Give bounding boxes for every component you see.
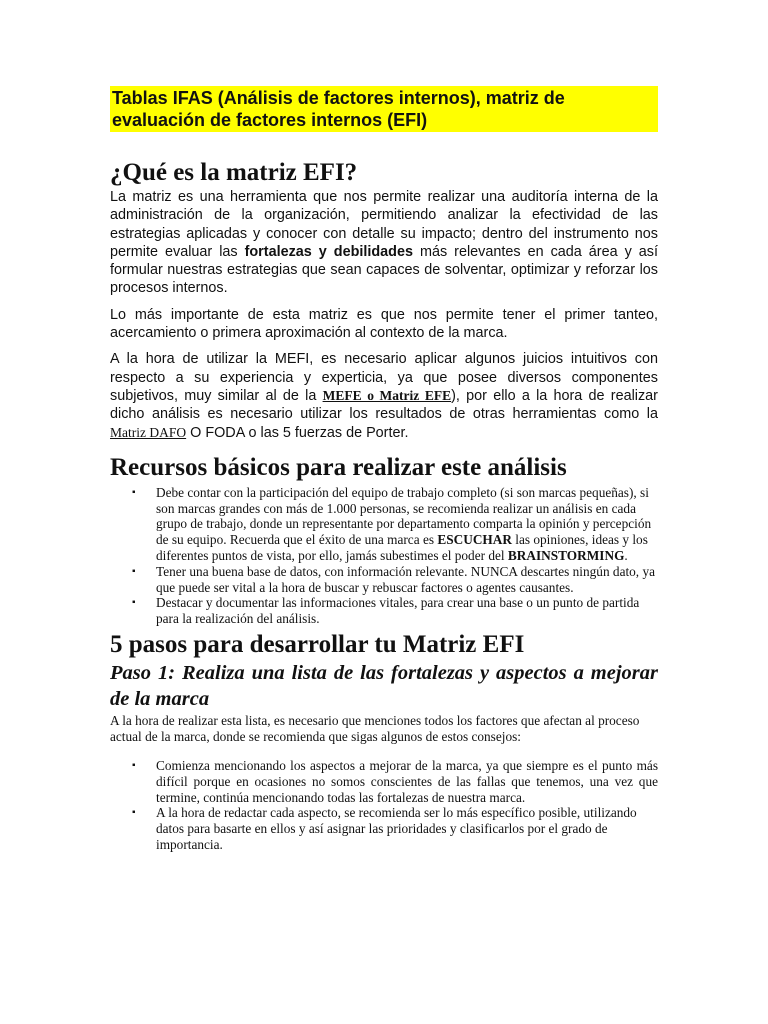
bullet-icon: ▪ bbox=[132, 486, 136, 498]
link-mefe[interactable]: MEFE o Matriz EFE bbox=[322, 387, 452, 403]
resources-list bbox=[110, 485, 658, 627]
paragraph-usage bbox=[110, 350, 658, 441]
heading-recursos: Recursos básicos para realizar este análisis bbox=[110, 453, 567, 481]
list-item-text: . bbox=[624, 548, 628, 564]
list-item-text: Tener una buena base de datos, con información relevante. NUNCA descartes ningún dato, ya que puede ser vital a la hora de buscar y rebuscar factores o agentes causantes. bbox=[156, 563, 656, 595]
list-item-text: A la hora de redactar cada aspecto, se recomienda ser lo más específico posible, utilizando datos para basarte en ellos y así asignar las prioridades y clasificarlos por el grado de importancia. bbox=[156, 805, 637, 853]
paragraph-usage-text: A la hora de utilizar la MEFI, es necesario aplicar algunos juicios intuitivos con respecto a su experiencia y experticia, ya que posee diversos componentes subjetivos, muy similar al de la bbox=[110, 351, 658, 404]
bold-fortalezas-debilidades: fortalezas y debilidades bbox=[244, 243, 413, 260]
bullet-icon: ▪ bbox=[132, 597, 136, 609]
document-title: Tablas IFAS (Análisis de factores internos), matriz de evaluación de factores internos (EFI) bbox=[110, 86, 658, 132]
paragraph-paso-1-intro: A la hora de realizar esta lista, es necesario que menciones todos los factores que afectan al proceso actual de la marca, donde se recomienda que sigas algunos de estos consejos: bbox=[110, 713, 640, 745]
list-item bbox=[110, 805, 658, 852]
bullet-icon: ▪ bbox=[132, 760, 136, 772]
link-matriz-dafo[interactable]: Matriz DAFO bbox=[110, 424, 187, 440]
paragraph-definition-text-end: más relevantes en cada área y así formular nuestras estrategias que sean capaces de solventar, optimizar y reforzar los procesos internos. bbox=[110, 243, 658, 297]
list-item-text: las opiniones, ideas y los diferentes puntos de vista, por ello, jamás subestimes el poder del bbox=[156, 532, 648, 564]
list-item-text: Debe contar con la participación del equipo de trabajo completo (si son marcas pequeñas), si son marcas grandes con más de 1.000 personas, se recomienda realizar un análisis en cada grupo de trabajo, donde un representante por departamento comparta la opinión y percepción de su equipo. Recuerda que el éxito de una marca es bbox=[156, 484, 652, 548]
document-page bbox=[110, 86, 658, 853]
bullet-icon: ▪ bbox=[132, 565, 136, 577]
paragraph-usage-text-end: O FODA o las 5 fuerzas de Porter. bbox=[186, 424, 409, 441]
list-item-text: Destacar y documentar las informaciones vitales, para crear una base o un punto de partida para la realización del análisis. bbox=[156, 595, 640, 627]
heading-que-es-efi: ¿Qué es la matriz EFI? bbox=[110, 159, 358, 186]
paso-1-list bbox=[110, 758, 658, 853]
paragraph-definition-text: La matriz es una herramienta que nos permite realizar una auditoría interna de la administración de la organización, permitiendo analizar la efectividad de las estrategias aplicadas y conocer con detalle su impacto; dentro del instrumento nos permite evaluar las bbox=[110, 189, 658, 260]
list-item-text: Comienza mencionando los aspectos a mejorar de la marca, ya que siempre es el punto más difícil porque en ocasiones no somos conscientes de las fallas que tenemos, una vez que termine, continúa mencionando todas las fortalezas de nuestra marca. bbox=[156, 758, 658, 805]
list-item bbox=[110, 595, 658, 627]
heading-paso-1: Paso 1: Realiza una lista de las fortalezas y aspectos a mejorar de la marca bbox=[110, 662, 658, 711]
paragraph-importance: Lo más importante de esta matriz es que nos permite tener el primer tanteo, acercamiento o primera aproximación al contexto de la marca. bbox=[110, 306, 658, 342]
heading-5-pasos: 5 pasos para desarrollar tu Matriz EFI bbox=[110, 631, 525, 659]
paragraph-usage-text-middle: ), por ello a la hora de realizar dicho análisis es necesario utilizar los resultados de otras herramientas como la bbox=[110, 387, 658, 423]
paragraph-definition bbox=[110, 188, 658, 298]
bullet-icon: ▪ bbox=[132, 807, 136, 819]
list-item bbox=[110, 564, 658, 596]
bold-escuchar: ESCUCHAR bbox=[437, 532, 512, 548]
bold-brainstorming: BRAINSTORMING bbox=[507, 548, 625, 564]
list-item bbox=[110, 485, 658, 564]
list-item bbox=[110, 758, 658, 805]
